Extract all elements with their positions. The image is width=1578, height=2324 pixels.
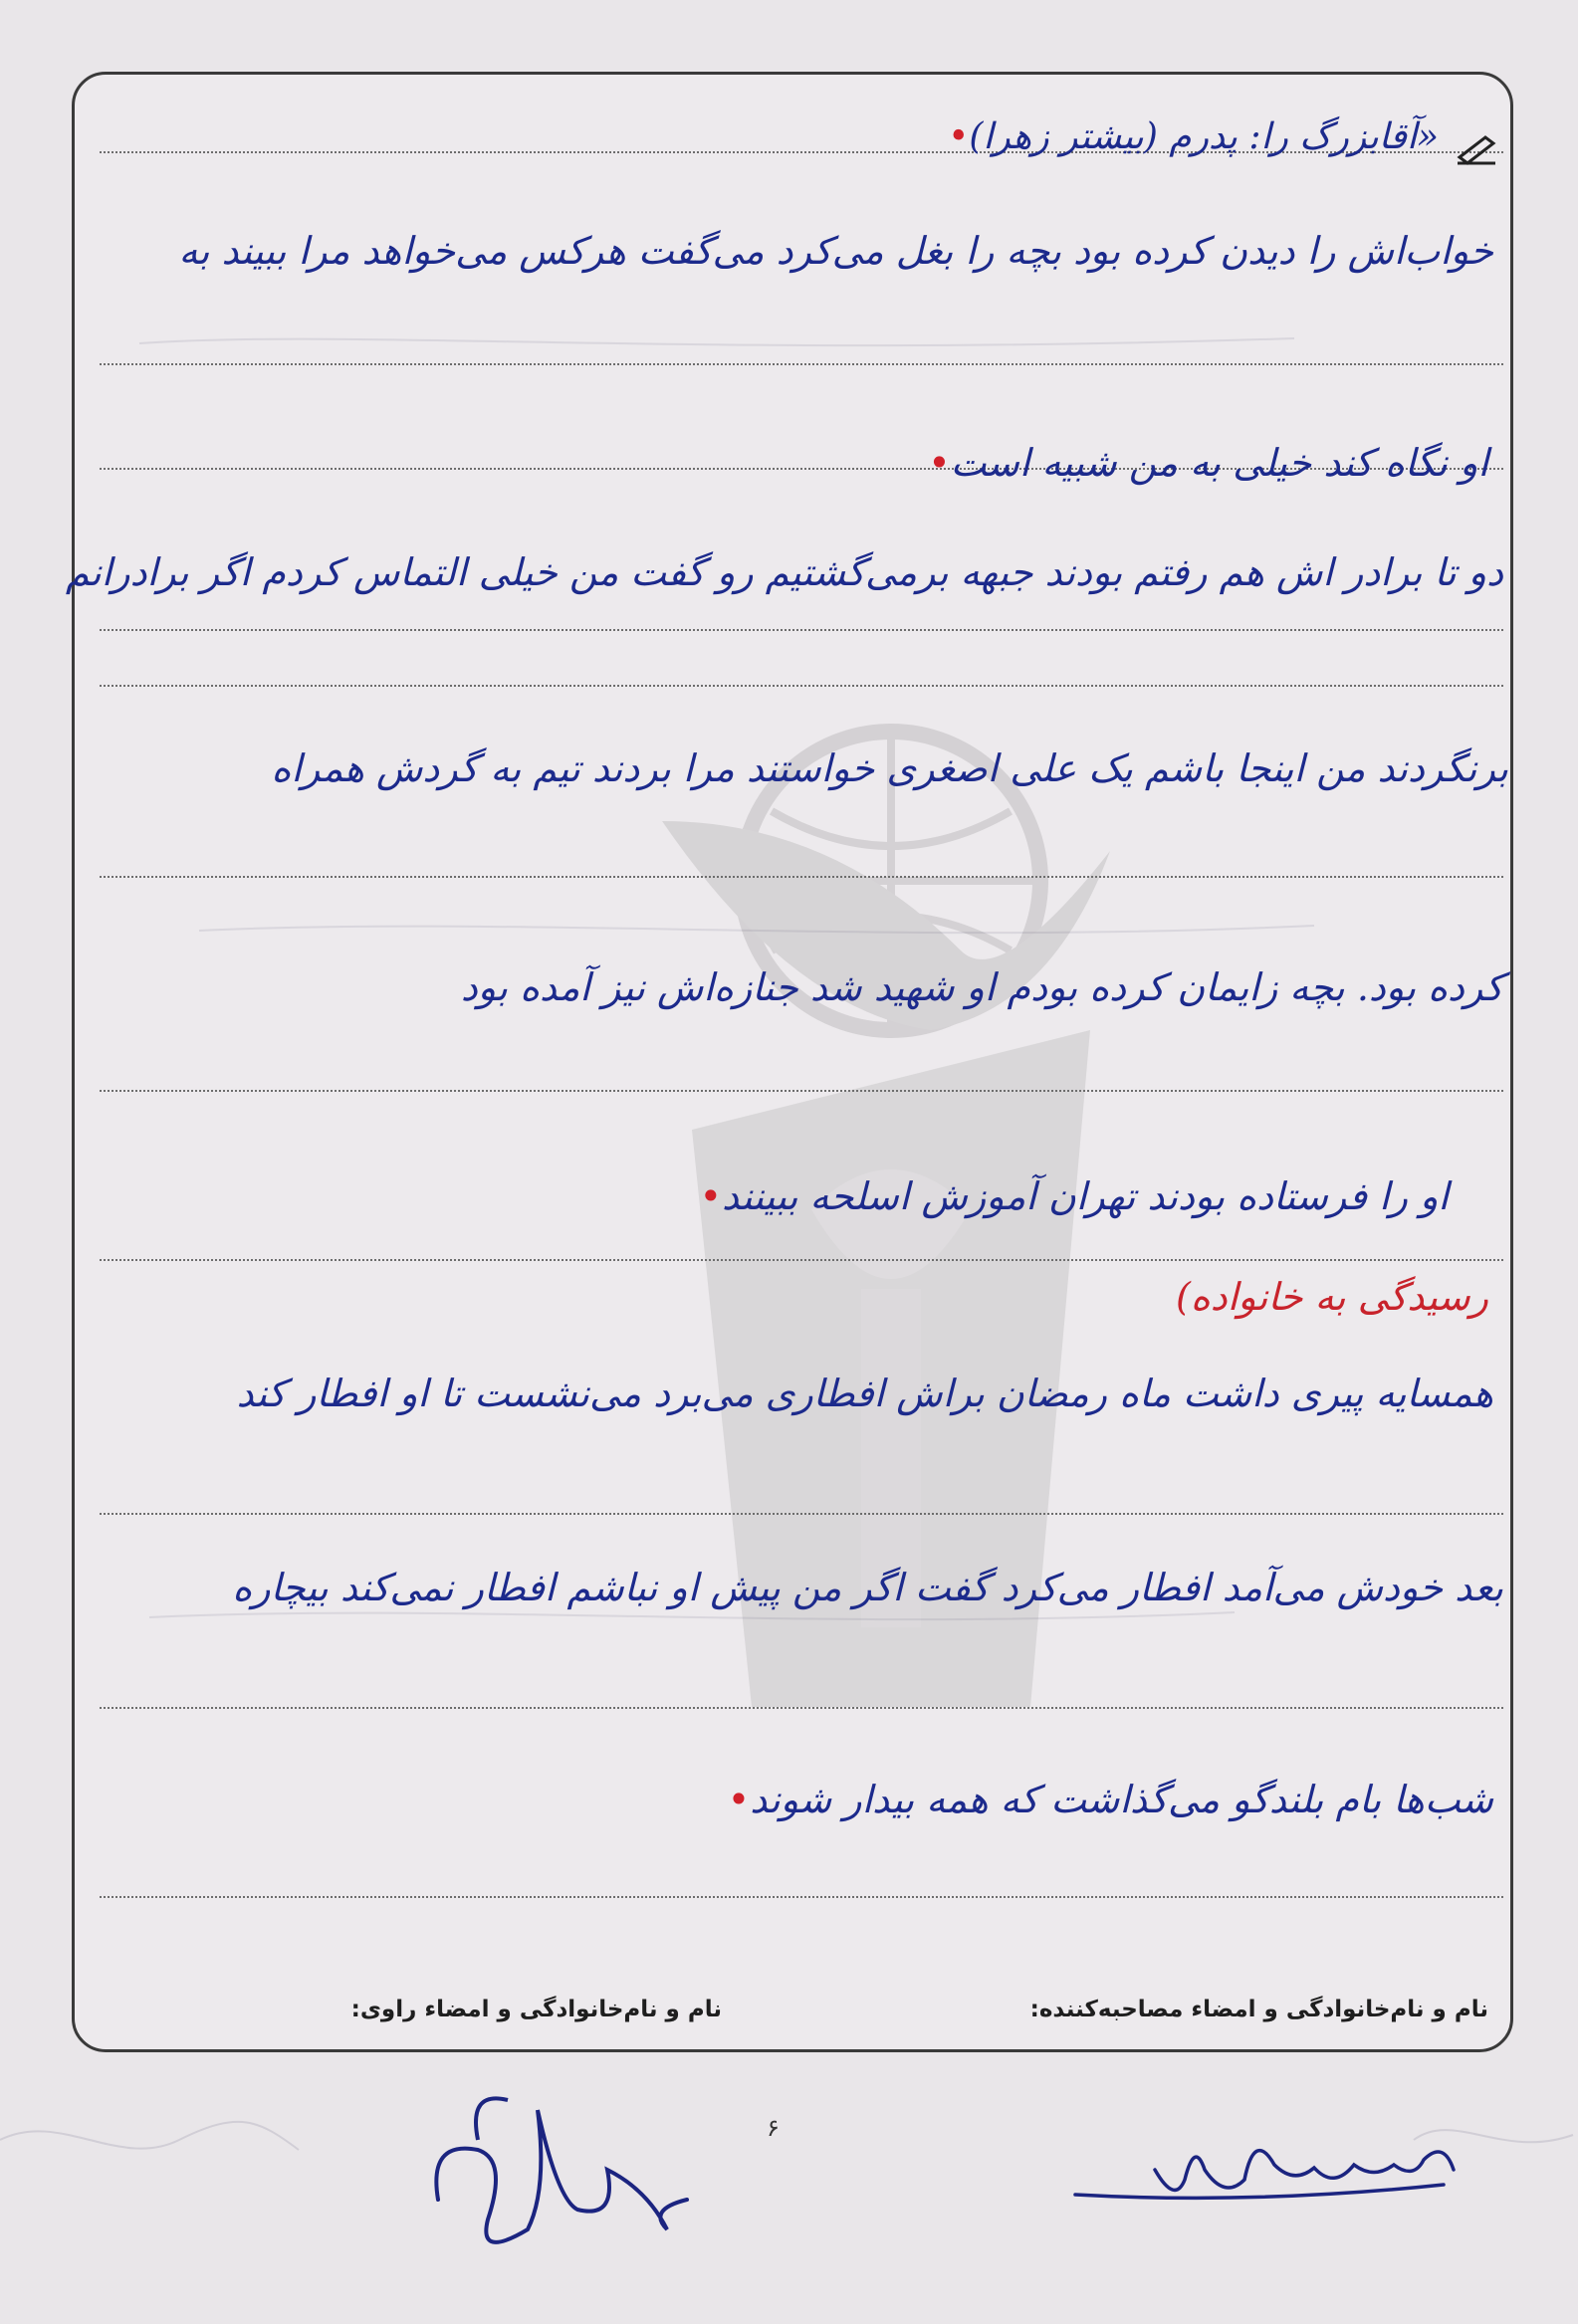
signature-left — [418, 2080, 697, 2279]
writing-line — [100, 1513, 1503, 1515]
signature-right — [1055, 2110, 1473, 2219]
handwritten-line: خواب‌اش را دیدن کرده بود بچه را بغل می‌کرد می‌گفت هرکس می‌خواهد مرا ببیند به — [178, 229, 1493, 273]
writing-line — [100, 363, 1503, 365]
handwritten-line: همسایه پیری داشت ماه رمضان براش افطاری می‌برد می‌نشست تا او افطار کند — [236, 1372, 1493, 1415]
handwritten-heading: رسیدگی به خانواده) — [1176, 1275, 1488, 1319]
handwritten-line: برنگردند من اینجا باشم یک علی اصغری خواستند مرا بردند تیم به گردش همراه — [271, 746, 1508, 790]
writing-line — [100, 685, 1503, 687]
form-frame — [72, 72, 1513, 2052]
writing-line — [100, 1259, 1503, 1261]
page-number: ۶ — [767, 2114, 780, 2142]
handwritten-line: شب‌ها بام بلندگو می‌گذاشت که همه بیدار شوند• — [727, 1778, 1493, 1821]
handwritten-line: کرده بود. بچه زایمان کرده بودم او شهید شد جنازه‌اش نیز آمده بود — [460, 965, 1503, 1009]
narrator-signature-label: نام و نام‌خانوادگی و امضاء راوی: — [350, 1997, 722, 2022]
interviewer-signature-label: نام و نام‌خانوادگی و امضاء مصاحبه‌کننده: — [1029, 1997, 1488, 2022]
writing-line — [100, 876, 1503, 878]
handwritten-line: او نگاه کند خیلی به من شبیه است• — [928, 441, 1488, 485]
handwritten-line: بعد خودش می‌آمد افطار می‌کرد گفت اگر من پیش او نباشم افطار نمی‌کند بیچاره — [232, 1566, 1503, 1609]
writing-line — [100, 1896, 1503, 1898]
writing-line — [100, 1707, 1503, 1709]
pencil-icon — [1456, 131, 1499, 165]
handwritten-line: «آقابزرگ را: پدرم (بیشتر زهرا)• — [948, 116, 1439, 157]
writing-line — [100, 1090, 1503, 1092]
handwritten-line: او را فرستاده بودند تهران آموزش اسلحه ببینند• — [699, 1174, 1449, 1218]
writing-line — [100, 629, 1503, 631]
handwritten-line: دو تا برادر اش هم رفتم بودند جبهه برمی‌گشتیم رو گفت من خیلی التماس کردم اگر برادرانم — [65, 550, 1503, 594]
